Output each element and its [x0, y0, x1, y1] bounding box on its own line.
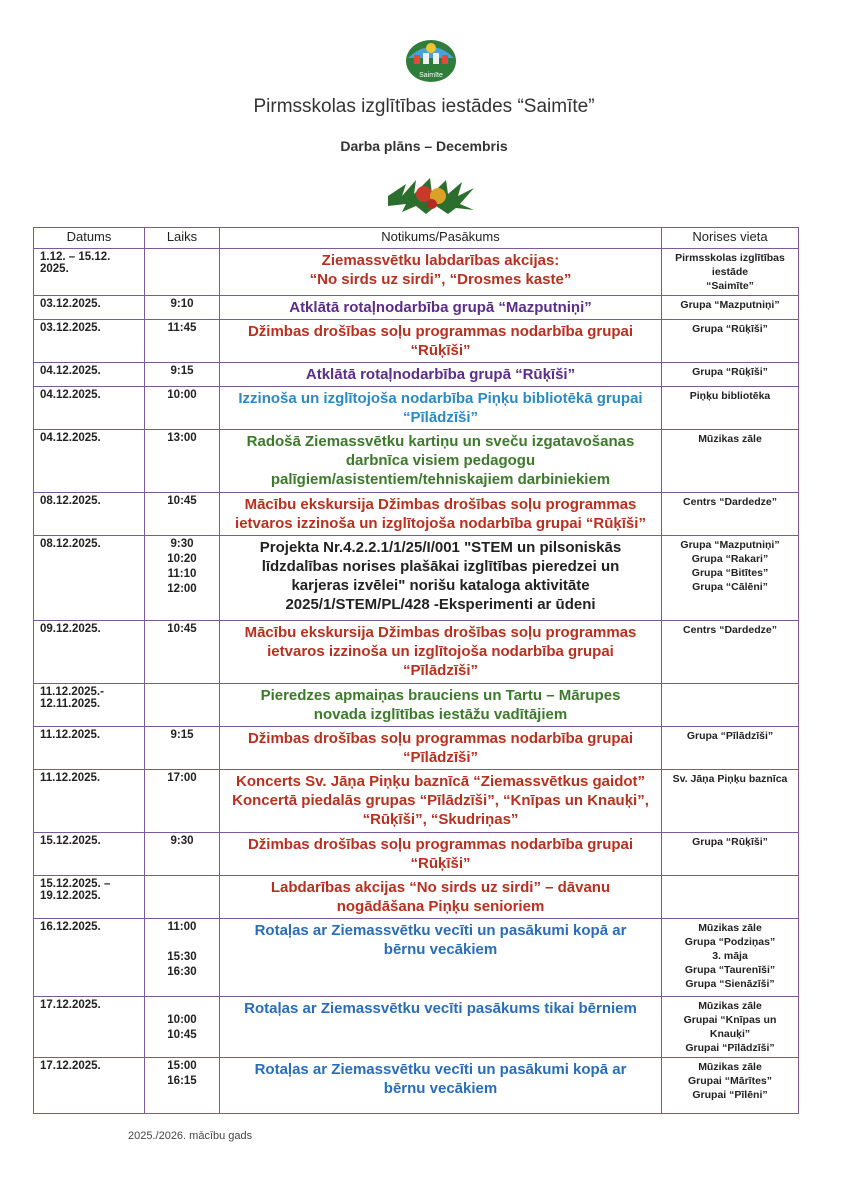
time-cell — [145, 363, 220, 387]
date-cell-line: 09.12.2025. — [40, 623, 101, 635]
event-cell — [220, 249, 662, 296]
event-cell-line: Mācību ekskursija Džimbas drošības soļu programmas — [244, 496, 637, 513]
event-cell-line: karjeras izvēlei" norišu kataloga aktivitāte — [291, 577, 590, 594]
time-cell-line: 15:30 — [167, 951, 197, 963]
event-cell — [220, 727, 662, 770]
place-cell — [662, 919, 799, 997]
place-cell-line: Mūzikas zāle — [698, 433, 762, 445]
event-cell-line: Pieredzes apmaiņas brauciens un Tartu – Mārupes — [260, 687, 621, 704]
table-row — [34, 387, 799, 430]
event-cell — [220, 430, 662, 493]
place-cell — [662, 770, 799, 833]
date-cell — [34, 430, 145, 493]
time-cell — [145, 919, 220, 997]
place-cell-line: Sv. Jāņa Piņķu baznīca — [672, 773, 788, 785]
time-cell-line: 15:00 — [167, 1060, 197, 1072]
place-cell — [662, 833, 799, 876]
time-cell-line: 16:15 — [167, 1075, 197, 1087]
event-cell-line: Radošā Ziemassvētku kartiņu un sveču izgatavošanas — [246, 433, 635, 450]
event-cell — [220, 1058, 662, 1114]
time-cell — [145, 997, 220, 1058]
event-cell-line: Mācību ekskursija Džimbas drošības soļu programmas — [244, 624, 637, 641]
event-cell-line: palīgiem/asistentiem/tehniskajiem darbiniekiem — [270, 471, 611, 488]
table-row — [34, 320, 799, 363]
time-cell — [145, 1058, 220, 1114]
place-cell — [662, 1058, 799, 1114]
date-cell — [34, 876, 145, 919]
place-cell-line: Grupa “Mazputniņi” — [680, 539, 780, 551]
place-cell — [662, 727, 799, 770]
place-cell-line: Grupai “Knīpas un Knauķi” — [683, 1014, 777, 1040]
time-cell-line: 9:30 — [170, 835, 194, 847]
date-cell-line: 17.12.2025. — [40, 999, 101, 1011]
table-header-row — [34, 228, 799, 249]
place-cell-line: Piņķu bibliotēka — [689, 390, 771, 402]
event-cell-line: Koncerts Sv. Jāņa Piņķu baznīcā “Ziemassvētkus gaidot” — [235, 773, 646, 790]
column-header-event: Notikums/Pasākums — [220, 228, 662, 249]
time-cell — [145, 249, 220, 296]
date-cell — [34, 249, 145, 296]
time-cell-line: 11:10 — [167, 568, 197, 580]
place-cell-line: Grupa “Rūķīši” — [692, 323, 768, 335]
date-cell — [34, 684, 145, 727]
time-cell-line: 9:10 — [170, 298, 194, 310]
time-cell — [145, 833, 220, 876]
event-cell-line: “Rūķīši” — [410, 342, 471, 359]
place-cell-line: Grupa “Rakari” — [691, 553, 769, 565]
event-cell-line: darbnīca visiem pedagogu — [345, 452, 536, 469]
event-cell — [220, 363, 662, 387]
event-cell — [220, 919, 662, 997]
place-cell-line: Grupa “Sienāzīši” — [685, 978, 775, 990]
event-cell-line: Džimbas drošības soļu programmas nodarbība grupai — [247, 836, 634, 853]
place-cell-line: Grupa “Pīlādzīši” — [686, 730, 774, 742]
place-cell-line: Grupai “Pīlēni” — [692, 1089, 768, 1101]
time-cell-line: 17:00 — [167, 772, 197, 784]
place-cell — [662, 387, 799, 430]
place-cell-line: Mūzikas zāle — [698, 1000, 762, 1012]
event-cell-line: Rotaļas ar Ziemassvētku vecīti pasākums tikai bērniem — [244, 1000, 637, 1017]
date-cell — [34, 493, 145, 536]
event-cell-line: ietvaros izzinoša un izglītojoša nodarbība grupai “Rūķīši” — [235, 515, 646, 532]
time-cell-line: 12:00 — [167, 583, 197, 595]
table-row — [34, 430, 799, 493]
event-cell-line: Džimbas drošības soļu programmas nodarbība grupai — [247, 730, 634, 747]
place-cell-line: Grupai “Pīlādzīši” — [685, 1042, 775, 1054]
place-cell-line: Grupa “Cālēni” — [692, 581, 768, 593]
event-cell-line: nogādāšana Piņķu senioriem — [336, 898, 545, 915]
time-cell-line: 11:00 — [167, 921, 197, 933]
date-cell — [34, 320, 145, 363]
column-header-time: Laiks — [145, 228, 220, 249]
event-cell — [220, 387, 662, 430]
date-cell — [34, 997, 145, 1058]
place-cell-line: Grupa “Podziņas” — [684, 936, 776, 948]
table-row — [34, 493, 799, 536]
time-cell-line — [149, 936, 215, 951]
date-cell-line: 19.12.2025. — [40, 890, 101, 902]
event-cell-line: “Pīlādzīši” — [402, 749, 479, 766]
christmas-ornament-icon — [386, 170, 476, 216]
date-cell — [34, 296, 145, 320]
place-cell-line: Centrs “Dardedze” — [683, 496, 777, 508]
event-cell-line: Projekta Nr.4.2.2.1/1/25/I/001 "STEM un pilsoniskās — [259, 539, 622, 556]
event-cell — [220, 320, 662, 363]
column-header-place: Norises vieta — [662, 228, 799, 249]
time-cell-line: 10:00 — [167, 389, 197, 401]
time-cell — [145, 536, 220, 621]
date-cell-line: 15.12.2025. – — [40, 878, 111, 890]
date-cell — [34, 621, 145, 684]
event-cell — [220, 621, 662, 684]
time-cell — [145, 430, 220, 493]
table-row — [34, 876, 799, 919]
date-cell-line: 15.12.2025. — [40, 835, 101, 847]
place-cell — [662, 296, 799, 320]
event-cell-line: bērnu vecākiem — [383, 1080, 498, 1097]
event-cell — [220, 770, 662, 833]
time-cell-line — [149, 999, 215, 1014]
event-cell-line: “No sirds uz sirdi”, “Drosmes kaste” — [309, 271, 572, 288]
date-cell-line: 04.12.2025. — [40, 432, 101, 444]
date-cell-line: 11.12.2025. — [40, 772, 101, 784]
event-cell-line: “Pīlādzīši” — [402, 409, 479, 426]
event-cell-line: “Rūķīši” — [410, 855, 471, 872]
page-subtitle: Darba plāns – Decembris — [340, 138, 508, 154]
event-cell-line: Rotaļas ar Ziemassvētku vecīti un pasākumi kopā ar — [254, 922, 627, 939]
time-cell-line: 10:45 — [167, 623, 197, 635]
table-row — [34, 296, 799, 320]
table-row — [34, 727, 799, 770]
table-row — [34, 833, 799, 876]
kindergarten-logo — [404, 38, 458, 84]
date-cell — [34, 919, 145, 997]
table-row — [34, 363, 799, 387]
date-cell-line: 12.11.2025. — [40, 698, 101, 710]
place-cell — [662, 249, 799, 296]
place-cell — [662, 876, 799, 919]
event-cell — [220, 997, 662, 1058]
date-cell-line: 2025. — [40, 263, 69, 275]
place-cell-line: Grupa “Rūķīši” — [692, 366, 768, 378]
event-cell-line: Izzinoša un izglītojoša nodarbība Piņķu bibliotēkā grupai — [238, 390, 643, 407]
place-cell-line: Grupa “Taurenīši” — [684, 964, 776, 976]
date-cell — [34, 387, 145, 430]
place-cell — [662, 997, 799, 1058]
time-cell — [145, 493, 220, 536]
place-cell — [662, 493, 799, 536]
date-cell — [34, 833, 145, 876]
event-cell-line: “Pīlādzīši” — [402, 662, 479, 679]
date-cell-line: 1.12. – 15.12. — [40, 251, 111, 263]
date-cell-line: 16.12.2025. — [40, 921, 101, 933]
event-cell-line: Koncertā piedalās grupas “Pīlādzīši”, “Knīpas un Knauķi”, — [232, 792, 649, 809]
event-cell-line: Atklātā rotaļnodarbība grupā “Rūķīši” — [305, 366, 576, 383]
table-row — [34, 684, 799, 727]
table-row — [34, 919, 799, 997]
time-cell — [145, 296, 220, 320]
table-row — [34, 536, 799, 621]
date-cell-line: 03.12.2025. — [40, 322, 101, 334]
logo-text: Saimīte — [419, 72, 443, 79]
table-row — [34, 621, 799, 684]
table-row — [34, 1058, 799, 1114]
date-cell-line: 08.12.2025. — [40, 495, 101, 507]
event-cell — [220, 296, 662, 320]
table-row — [34, 770, 799, 833]
place-cell-line: Grupa “Mazputniņi” — [680, 299, 780, 311]
column-header-date: Datums — [34, 228, 145, 249]
time-cell — [145, 621, 220, 684]
table-row — [34, 997, 799, 1058]
place-cell — [662, 430, 799, 493]
time-cell — [145, 770, 220, 833]
event-cell-line: “Rūķīši”, “Skudriņas” — [362, 811, 519, 828]
time-cell-line: 9:30 — [170, 538, 194, 550]
date-cell-line: 11.12.2025. — [40, 729, 101, 741]
event-cell-line: bērnu vecākiem — [383, 941, 498, 958]
page-title: Pirmsskolas izglītības iestādes “Saimīte” — [253, 96, 595, 117]
place-cell — [662, 621, 799, 684]
place-cell-line: Mūzikas zāle — [698, 922, 762, 934]
time-cell-line: 11:45 — [167, 322, 197, 334]
event-cell-line: Atklātā rotaļnodarbība grupā “Mazputniņi” — [289, 299, 592, 316]
time-cell-line: 13:00 — [167, 432, 197, 444]
place-cell-line: Centrs “Dardedze” — [683, 624, 777, 636]
event-cell-line: 2025/1/STEM/PL/428 -Eksperimenti ar ūdeni — [285, 596, 596, 613]
place-cell-line: 3. māja — [712, 950, 748, 962]
event-cell-line: Džimbas drošības soļu programmas nodarbība grupai — [247, 323, 634, 340]
event-cell-line: novada izglītības iestāžu vadītājiem — [313, 706, 568, 723]
place-cell — [662, 684, 799, 727]
place-cell-line: Mūzikas zāle — [698, 1061, 762, 1073]
place-cell-line: “Saimīte” — [706, 280, 754, 292]
time-cell — [145, 727, 220, 770]
date-cell-line: 11.12.2025.- — [40, 686, 104, 698]
event-cell-line: līdzdalības norises plašākai izglītības pieredzei un — [261, 558, 620, 575]
time-cell-line: 16:30 — [167, 966, 197, 978]
footer-school-year: 2025./2026. mācību gads — [128, 1130, 253, 1142]
event-cell — [220, 536, 662, 621]
date-cell-line: 17.12.2025. — [40, 1060, 101, 1072]
place-cell-line: Grupa “Bitītes” — [691, 567, 769, 579]
table-row — [34, 249, 799, 296]
date-cell — [34, 770, 145, 833]
place-cell-line: Grupa “Rūķīši” — [692, 836, 768, 848]
time-cell-line: 9:15 — [170, 729, 194, 741]
time-cell — [145, 876, 220, 919]
event-cell — [220, 493, 662, 536]
time-cell-line: 9:15 — [170, 365, 194, 377]
time-cell — [145, 387, 220, 430]
date-cell — [34, 363, 145, 387]
event-cell — [220, 684, 662, 727]
place-cell-line: Pirmsskolas izglītības iestāde — [675, 252, 785, 278]
event-cell-line: Labdarības akcijas “No sirds uz sirdi” – dāvanu — [270, 879, 611, 896]
date-cell — [34, 727, 145, 770]
schedule-table — [33, 227, 799, 1114]
event-cell-line: ietvaros izzinoša un izglītojoša nodarbība grupai — [267, 643, 614, 660]
time-cell-line: 10:20 — [167, 553, 197, 565]
date-cell-line: 04.12.2025. — [40, 389, 101, 401]
date-cell — [34, 536, 145, 621]
time-cell-line: 10:00 — [167, 1014, 197, 1026]
place-cell — [662, 320, 799, 363]
time-cell — [145, 684, 220, 727]
date-cell-line: 03.12.2025. — [40, 298, 101, 310]
event-cell — [220, 833, 662, 876]
time-cell-line: 10:45 — [167, 495, 197, 507]
event-cell — [220, 876, 662, 919]
time-cell-line: 10:45 — [167, 1029, 197, 1041]
date-cell-line: 08.12.2025. — [40, 538, 101, 550]
date-cell-line: 04.12.2025. — [40, 365, 101, 377]
date-cell — [34, 1058, 145, 1114]
time-cell — [145, 320, 220, 363]
event-cell-line: Rotaļas ar Ziemassvētku vecīti un pasākumi kopā ar — [254, 1061, 627, 1078]
event-cell-line: Ziemassvētku labdarības akcijas: — [321, 252, 560, 269]
place-cell-line: Grupai “Mārītes” — [687, 1075, 773, 1087]
place-cell — [662, 363, 799, 387]
place-cell — [662, 536, 799, 621]
